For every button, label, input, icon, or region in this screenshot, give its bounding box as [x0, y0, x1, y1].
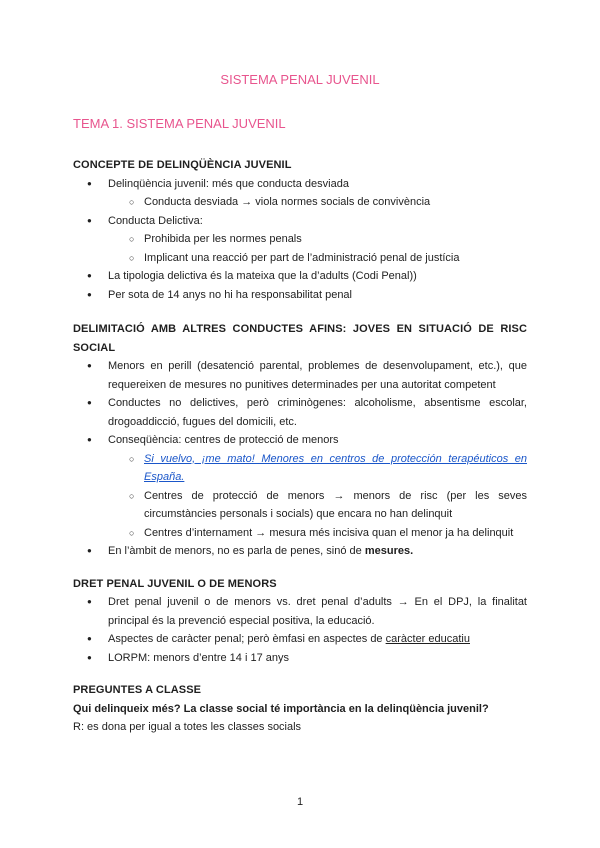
underlined-text: caràcter educatiu — [385, 633, 470, 645]
list-item: ● LORPM: menors d’entre 14 i 17 anys — [73, 649, 527, 668]
list-item: ● Delinqüència juvenil: més que conducta desviada — [73, 175, 527, 194]
sub-list-item: ○ Centres d’internament → mesura més incisiva quan el menor ja ha delinquit — [73, 524, 527, 543]
sub-list-item — [73, 450, 527, 487]
section-heading-delimitacio: DELIMITACIÓ AMB ALTRES CONDUCTES AFINS: JOVES EN SITUACIÓ DE RISC SOCIAL — [73, 323, 527, 354]
question-text: Qui delinqueix més? La classe social té importància en la delinqüència juvenil? — [73, 702, 489, 715]
sub-list-item: ○ Prohibida per les normes penals — [73, 230, 527, 249]
list-item: ● Conducta Delictiva: — [73, 212, 527, 231]
tema-heading: TEMA 1. SISTEMA PENAL JUVENIL — [73, 116, 286, 131]
document-title: SISTEMA PENAL JUVENIL — [220, 72, 380, 87]
list-item — [73, 542, 527, 561]
list-item: ● Menors en perill (desatenció parental, problemes de desenvolupament, etc.), que requereixen de mesures no punitives determinades per una autoritat competent — [73, 357, 527, 394]
document-body — [73, 156, 527, 737]
page-number: 1 — [296, 796, 304, 808]
list-item-text: Aspectes de caràcter penal; però èmfasi en aspectes de — [108, 633, 386, 645]
section-heading-preguntes: PREGUNTES A CLASSE — [73, 684, 202, 696]
section-heading-concepte: CONCEPTE DE DELINQÜÈNCIA JUVENIL — [73, 159, 292, 171]
section-heading-dret-penal: DRET PENAL JUVENIL O DE MENORS — [73, 577, 277, 590]
answer-text: R: es dona per igual a totes les classes socials — [73, 721, 302, 733]
sub-list-item: ○ Implicant una reacció per part de l’administració penal de justícia — [73, 249, 527, 268]
list-item — [73, 630, 527, 649]
list-item: ● Conseqüència: centres de protecció de menors — [73, 431, 527, 450]
sub-list-item: ○ Conducta desviada → viola normes socials de convivència — [73, 193, 527, 212]
bullet-list — [73, 357, 527, 561]
emphasis-text: mesures. — [364, 545, 414, 557]
list-item: ● Conductes no delictives, però criminògenes: alcoholisme, absentisme escolar, drogoaddicció, fugues del domicili, etc. — [73, 394, 527, 431]
list-item: ● Dret penal juvenil o de menors vs. dret penal d’adults → En el DPJ, la finalitat principal és la prevenció especial positiva, la educació. — [73, 593, 527, 630]
article-link[interactable]: Si vuelvo, ¡me mato! Menores en centros de protección terapéuticos en España. — [144, 452, 527, 483]
list-item: ● La tipologia delictiva és la mateixa que la d’adults (Codi Penal)) — [73, 267, 527, 286]
bullet-list — [73, 593, 527, 667]
list-item: ● Per sota de 14 anys no hi ha responsabilitat penal — [73, 286, 527, 305]
bullet-list — [73, 175, 527, 305]
list-item-text: En l’àmbit de menors, no es parla de penes, sinó de — [108, 545, 365, 557]
sub-list-item: ○ Centres de protecció de menors → menors de risc (per les seves circumstàncies personals i socials) que encara no han delinquit — [73, 487, 527, 524]
